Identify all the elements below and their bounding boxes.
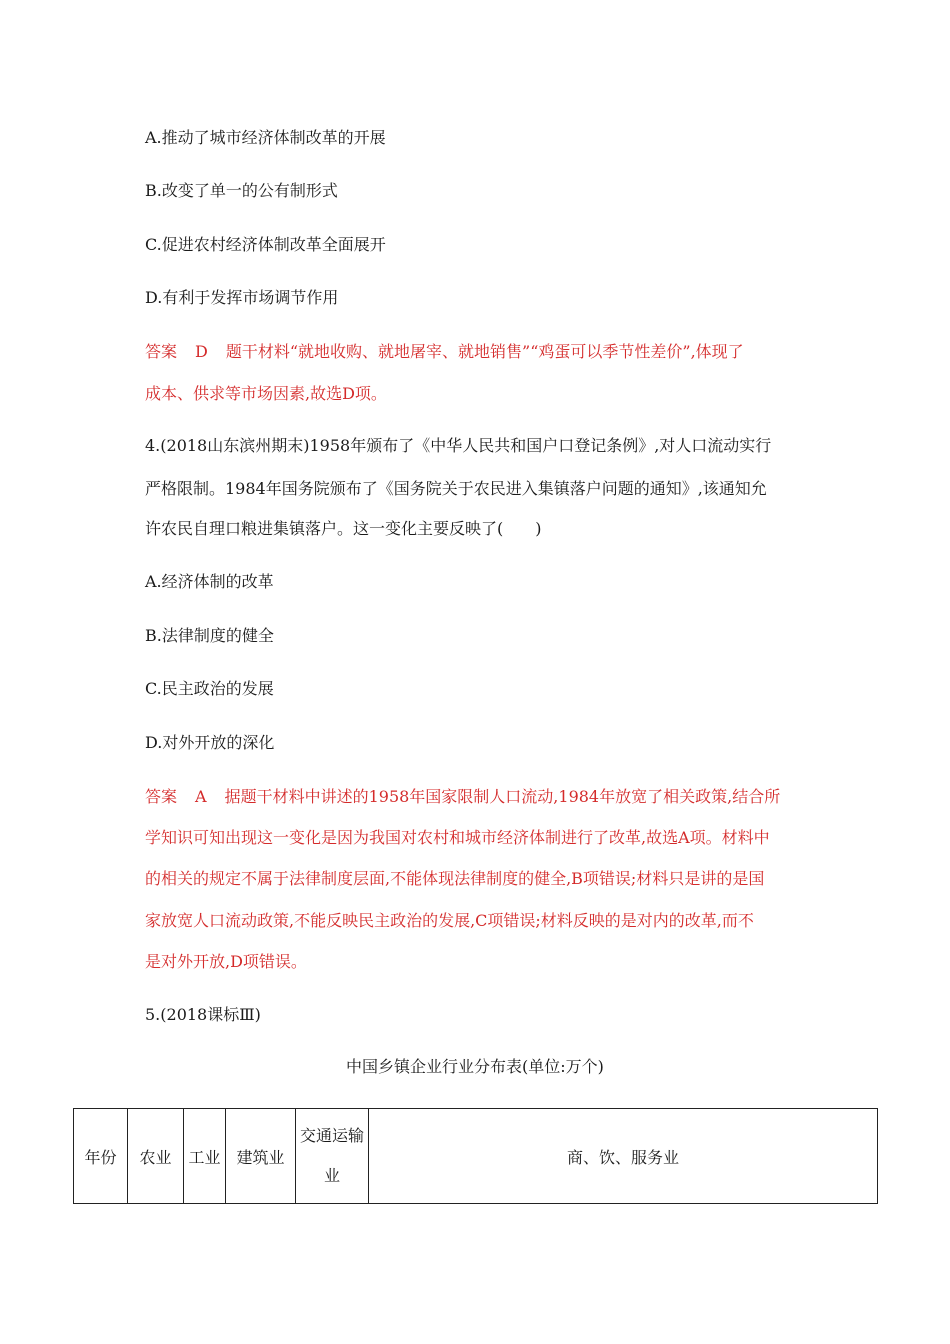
q3-option-a: A.推动了城市经济体制改革的开展 [145, 128, 386, 147]
q4-option-d: D.对外开放的深化 [145, 733, 275, 752]
q3-answer-line-1 [145, 342, 744, 362]
q3-answer-letter: D [195, 342, 208, 361]
q3-option-c: C.促进农村经济体制改革全面展开 [145, 235, 386, 254]
q3-option-d: D.有利于发挥市场调节作用 [145, 288, 339, 307]
industry-distribution-table [73, 1108, 878, 1204]
q4-option-c: C.民主政治的发展 [145, 679, 274, 698]
q5-stem: 5.(2018课标Ⅲ) [145, 1005, 261, 1024]
q4-option-b: B.法律制度的健全 [145, 626, 274, 645]
q4-answer-line-1 [145, 787, 780, 807]
q3-answer-line-2: 成本、供求等市场因素,故选D项。 [145, 384, 387, 403]
q4-stem-line-3: 许农民自理口粮进集镇落户。这一变化主要反映了( ) [145, 519, 542, 538]
table-title: 中国乡镇企业行业分布表(单位:万个) [346, 1057, 604, 1076]
q4-answer-line-5: 是对外开放,D项错误。 [145, 952, 307, 971]
header-construction: 建筑业 [226, 1109, 296, 1204]
header-transport-line-2: 业 [323, 1166, 340, 1185]
header-agriculture: 农业 [128, 1109, 184, 1204]
q4-answer-text: 据题干材料中讲述的1958年国家限制人口流动,1984年放宽了相关政策,结合所 [224, 787, 781, 806]
header-transport-line-1: 交通运输 [299, 1126, 364, 1145]
q3-answer-label: 答案 [145, 342, 178, 361]
header-industry: 工业 [184, 1109, 226, 1204]
header-transport [296, 1109, 369, 1204]
q4-option-a: A.经济体制的改革 [145, 572, 274, 591]
q4-answer-line-3: 的相关的规定不属于法律制度层面,不能体现法律制度的健全,B项错误;材料只是讲的是国 [145, 869, 765, 888]
header-year: 年份 [74, 1109, 128, 1204]
table-header-row [74, 1109, 878, 1204]
q4-stem-line-1: 4.(2018山东滨州期末)1958年颁布了《中华人民共和国户口登记条例》,对人口流动实行 [145, 436, 772, 455]
q4-answer-letter: A [195, 787, 207, 806]
q3-answer-text: 题干材料“就地收购、就地屠宰、就地销售”“鸡蛋可以季节性差价”,体现了 [225, 342, 744, 361]
q4-answer-label: 答案 [145, 787, 178, 806]
header-commerce-catering-services: 商、饮、服务业 [369, 1109, 878, 1204]
q4-stem-line-2: 严格限制。1984年国务院颁布了《国务院关于农民进入集镇落户问题的通知》,该通知允 [145, 479, 767, 498]
q4-answer-line-4: 家放宽人口流动政策,不能反映民主政治的发展,C项错误;材料反映的是对内的改革,而不 [145, 911, 754, 930]
q3-option-b: B.改变了单一的公有制形式 [145, 181, 338, 200]
q4-answer-line-2: 学知识可知出现这一变化是因为我国对农村和城市经济体制进行了改革,故选A项。材料中 [145, 828, 770, 847]
